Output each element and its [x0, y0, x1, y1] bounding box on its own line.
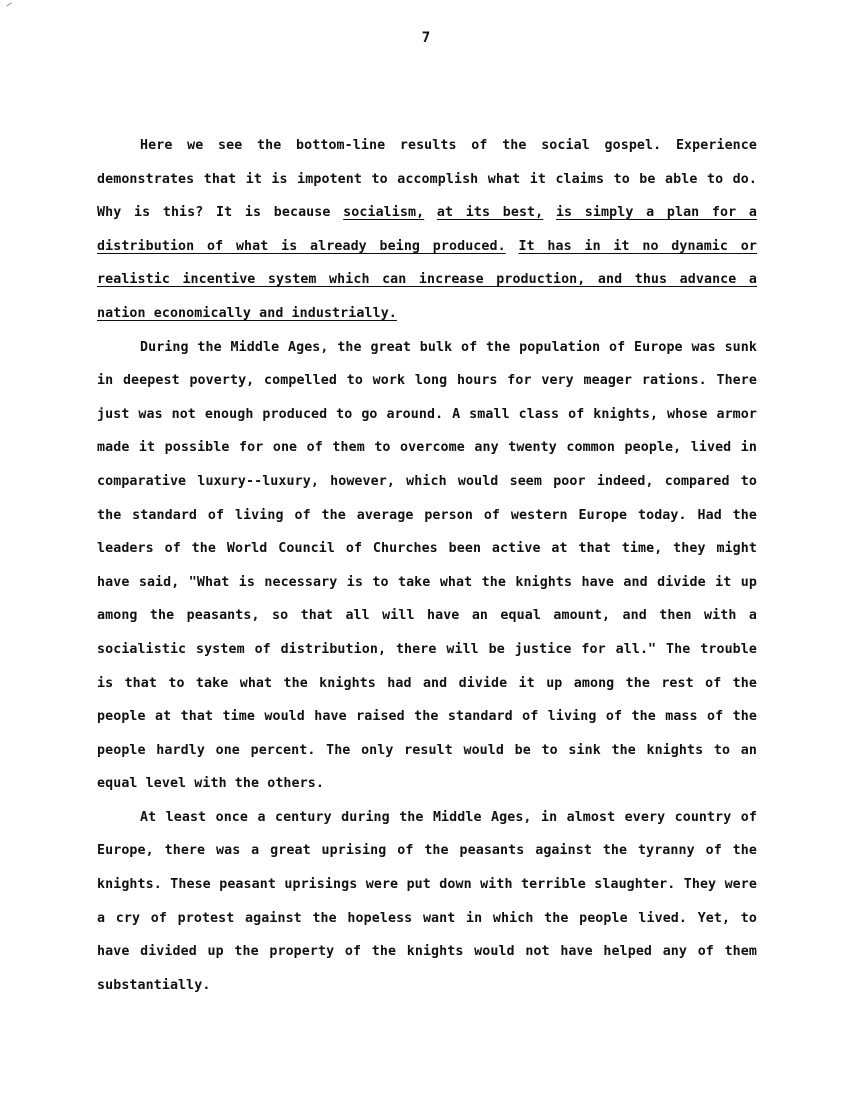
- underlined-text: is simply a plan for a distribution of what is already being produced.: [97, 205, 758, 254]
- paragraph: [97, 331, 757, 801]
- scan-mark: [6, 2, 11, 6]
- text-run: [506, 239, 519, 254]
- underlined-text: at its best,: [436, 205, 544, 221]
- paragraph: [97, 801, 757, 1003]
- text-run: [543, 205, 556, 220]
- paragraph: [97, 129, 757, 331]
- text-run: [424, 205, 437, 220]
- text-run: During the Middle Ages, the great bulk of the population of Europe was sunk in deepest poverty, compelled to work long hours for very meager rations. There just was not enough produced to go around. A small class of knights, whose armor made it possible for one of them to overcome any twenty common people, lived in comparative luxury--luxury, however, which would seem poor indeed, compared to the standard of living of the average person of western Europe today. Had the leaders of the World Council of Churches been active at that time, they might have said, "What is necessary is to take what the knights have and divide it up among the peasants, so that all will have an equal amount, and then with a socialistic system of distribution, there will be justice for all." The trouble is that to take what the knights had and divide it up among the rest of the people at that time would have raised the standard of living of the mass of the people hardly one percent. The only result would be to sink the knights to an equal level with the others.: [97, 339, 757, 792]
- underlined-text: socialism,: [343, 205, 425, 221]
- text-run: Here we see the bottom-line results of the social gospel. Experience demonstrates that it is impotent to accomplish what it claims to be able to do. Why is this? It is because: [97, 138, 757, 221]
- body-text: [97, 129, 757, 1002]
- underlined-text: It has in it no dynamic or realistic incentive system which can increase production, and thus advance a nation economically and industrially.: [97, 238, 757, 321]
- page-number: 7: [421, 30, 431, 46]
- text-run: At least once a century during the Middle Ages, in almost every country of Europe, there was a great uprising of the peasants against the tyranny of the knights. These peasant uprisings were put down with terrible slaughter. They were a cry of protest against the hopeless want in which the people lived. Yet, to have divided up the property of the knights would not have helped any of them substantially.: [97, 809, 757, 993]
